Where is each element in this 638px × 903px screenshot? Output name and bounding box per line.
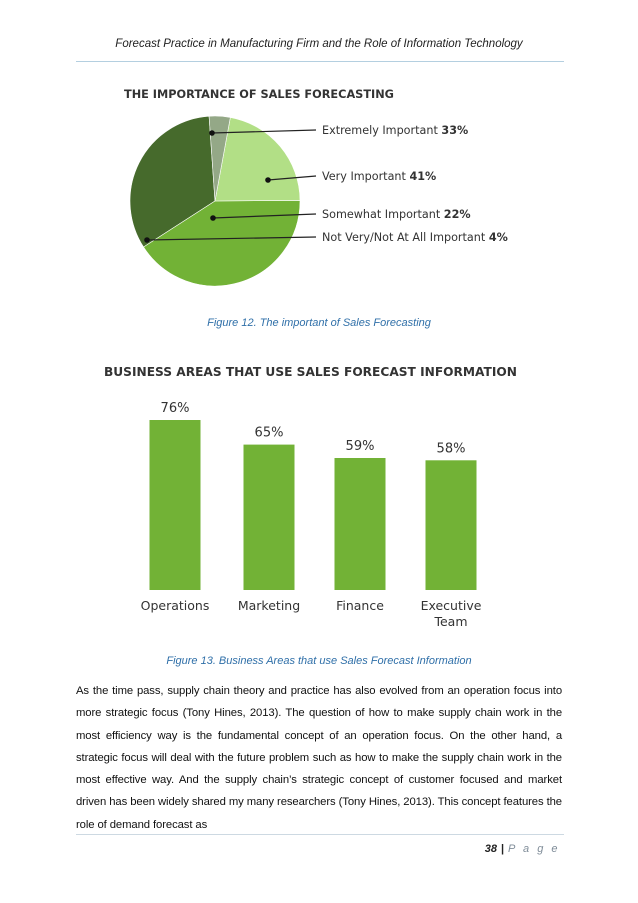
bar-value-label: 59%: [345, 439, 375, 454]
footer-separator: |: [500, 843, 505, 855]
bar-chart-title: BUSINESS AREAS THAT USE SALES FORECAST INFORMATION: [104, 365, 517, 379]
bar-category-label: Finance: [336, 598, 384, 613]
pie-leader-dot: [210, 215, 216, 221]
pie-legend-label: Extremely Important 33%: [322, 124, 469, 137]
bar-value-label: 76%: [160, 401, 190, 416]
pie-legend-label: Very Important 41%: [322, 170, 437, 183]
bar: [335, 458, 386, 590]
bar-category-label: Operations: [140, 598, 210, 613]
bar-value-label: 58%: [436, 441, 466, 457]
page-number: 38: [484, 843, 497, 855]
footer-divider: [76, 834, 564, 835]
page-header-title: Forecast Practice in Manufacturing Firm and the Role of Information Technology: [115, 38, 523, 50]
bar-category-label: Executive Team: [420, 598, 482, 629]
page-word: P a g e: [508, 843, 560, 855]
figure-12-caption: Figure 12. The important of Sales Forecasting: [207, 317, 431, 329]
page-footer: [485, 843, 560, 855]
pie-chart-title: THE IMPORTANCE OF SALES FORECASTING: [124, 88, 394, 101]
bar-value-label: 65%: [254, 425, 284, 441]
pie-leader-dot: [209, 130, 215, 136]
bar: [244, 445, 295, 590]
pie-leader-dot: [144, 237, 150, 243]
pie-legend-label: Somewhat Important 22%: [322, 208, 471, 221]
pie-chart: [130, 116, 300, 286]
bar-chart: [141, 401, 482, 629]
bar: [426, 460, 477, 590]
body-paragraph: As the time pass, supply chain theory and practice has also evolved from an operation focus into more strategic focus (Tony Hines, 2013). The question of how to make supply chain work in the most efficiency way is the fundamental concept of an operation focus. On the other hand, a strategic focus will deal with the future problem such as how to make the supply chain work in the most effective way. And the supply chain’s strategic concept of customer focused and market driven has been widely shared my many researchers (Tony Hines, 2013). This concept features the role of demand forecast as: [76, 685, 562, 831]
pie-leader-dot: [265, 177, 271, 183]
bar-category-label: Marketing: [237, 598, 301, 613]
figure-13-caption: Figure 13. Business Areas that use Sales Forecast Information: [166, 655, 472, 667]
bar: [150, 420, 201, 590]
pie-legend-label: Not Very/Not At All Important 4%: [322, 231, 508, 244]
